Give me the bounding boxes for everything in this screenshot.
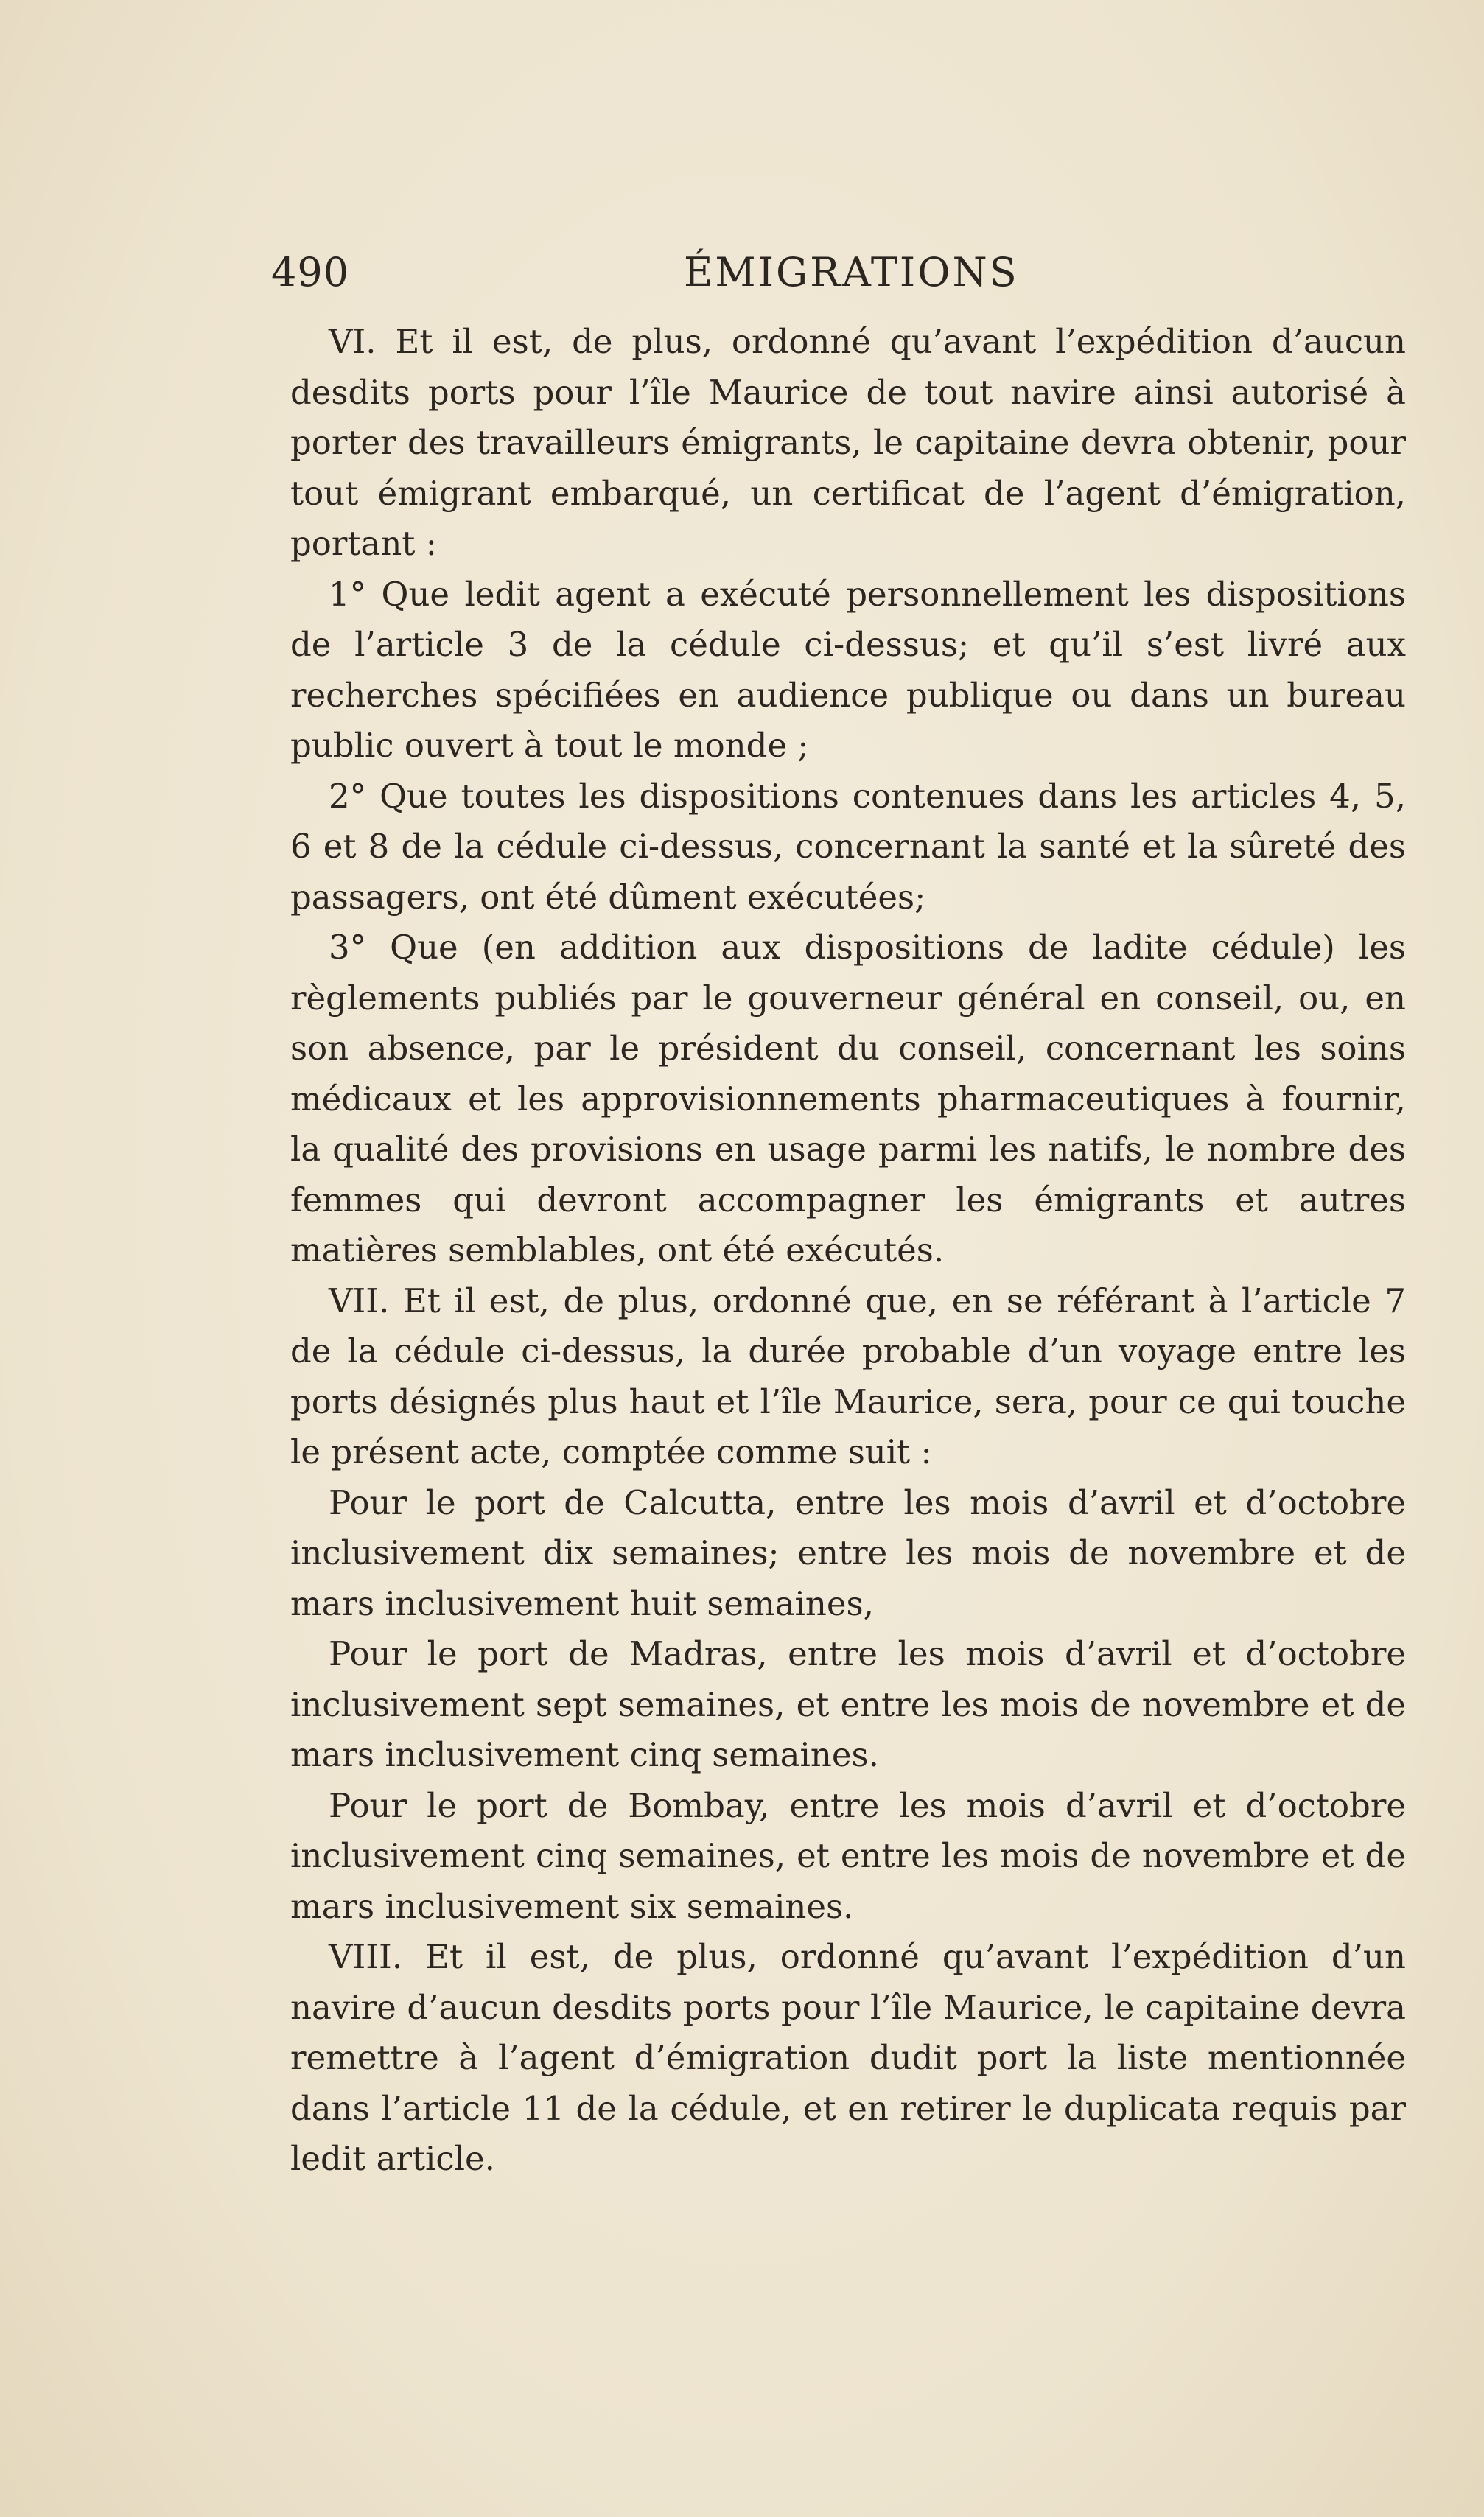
running-head	[271, 249, 1406, 315]
paragraph-item-1: 1° Que ledit agent a exécuté personnellement les dispositions de l’article 3 de la cédule ci-dessus; et qu’il s’est livré aux recherches spécifiées en audience publique ou dans un bureau public ouvert à tout le monde ;	[290, 574, 1406, 765]
paragraph-article-vi: VI. Et il est, de plus, ordonné qu’avant l’expédition d’aucun desdits ports pour l’île Maurice de tout navire ainsi autorisé à porter des travailleurs émigrants, le capitaine devra obtenir, pour tout émigrant embarqué, un certificat de l’agent d’émigration, portant :	[290, 322, 1406, 563]
paragraph-article-vii: VII. Et il est, de plus, ordonné que, en se référant à l’article 7 de la cédule ci-dessus, la durée probable d’un voyage entre les ports désignés plus haut et l’île Maurice, sera, pour ce qui touche le présent acte, comptée comme suit :	[290, 1281, 1406, 1471]
paragraph-item-3: 3° Que (en addition aux dispositions de ladite cédule) les règlements publiés par le gouverneur général en conseil, ou, en son absence, par le président du conseil, concernant les soins médicaux et les approvisionnements pharmaceutiques à fournir, la qualité des provisions en usage parmi les natifs, le nombre des femmes qui devront accompagner les émigrants et autres matières semblables, ont été exécutés.	[290, 928, 1406, 1270]
paragraph-madras: Pour le port de Madras, entre les mois d’avril et d’octobre inclusivement sept semaines, et entre les mois de novembre et de mars inclusivement cinq semaines.	[290, 1634, 1406, 1774]
paragraph-bombay: Pour le port de Bombay, entre les mois d’avril et d’octobre inclusivement cinq semaines, et entre les mois de novembre et de mars inclusivement six semaines.	[290, 1785, 1406, 1926]
body-text	[290, 317, 1406, 2185]
paragraph-article-viii: VIII. Et il est, de plus, ordonné qu’avant l’expédition d’un navire d’aucun desdits ports pour l’île Maurice, le capitaine devra remettre à l’agent d’émigration dudit port la liste mentionnée dans l’article 11 de la cédule, et en retirer le duplicata requis par ledit article.	[290, 1937, 1406, 2178]
paragraph-item-2: 2° Que toutes les dispositions contenues dans les articles 4, 5, 6 et 8 de la cédule ci-dessus, concernant la santé et la sûreté des passagers, ont été dûment exécutées;	[290, 776, 1406, 917]
running-title: ÉMIGRATIONS	[684, 249, 1019, 295]
paragraph-calcutta: Pour le port de Calcutta, entre les mois d’avril et d’octobre inclusivement dix semaines; entre les mois de novembre et de mars inclusivement huit semaines,	[290, 1482, 1406, 1623]
page-number: 490	[271, 249, 350, 295]
